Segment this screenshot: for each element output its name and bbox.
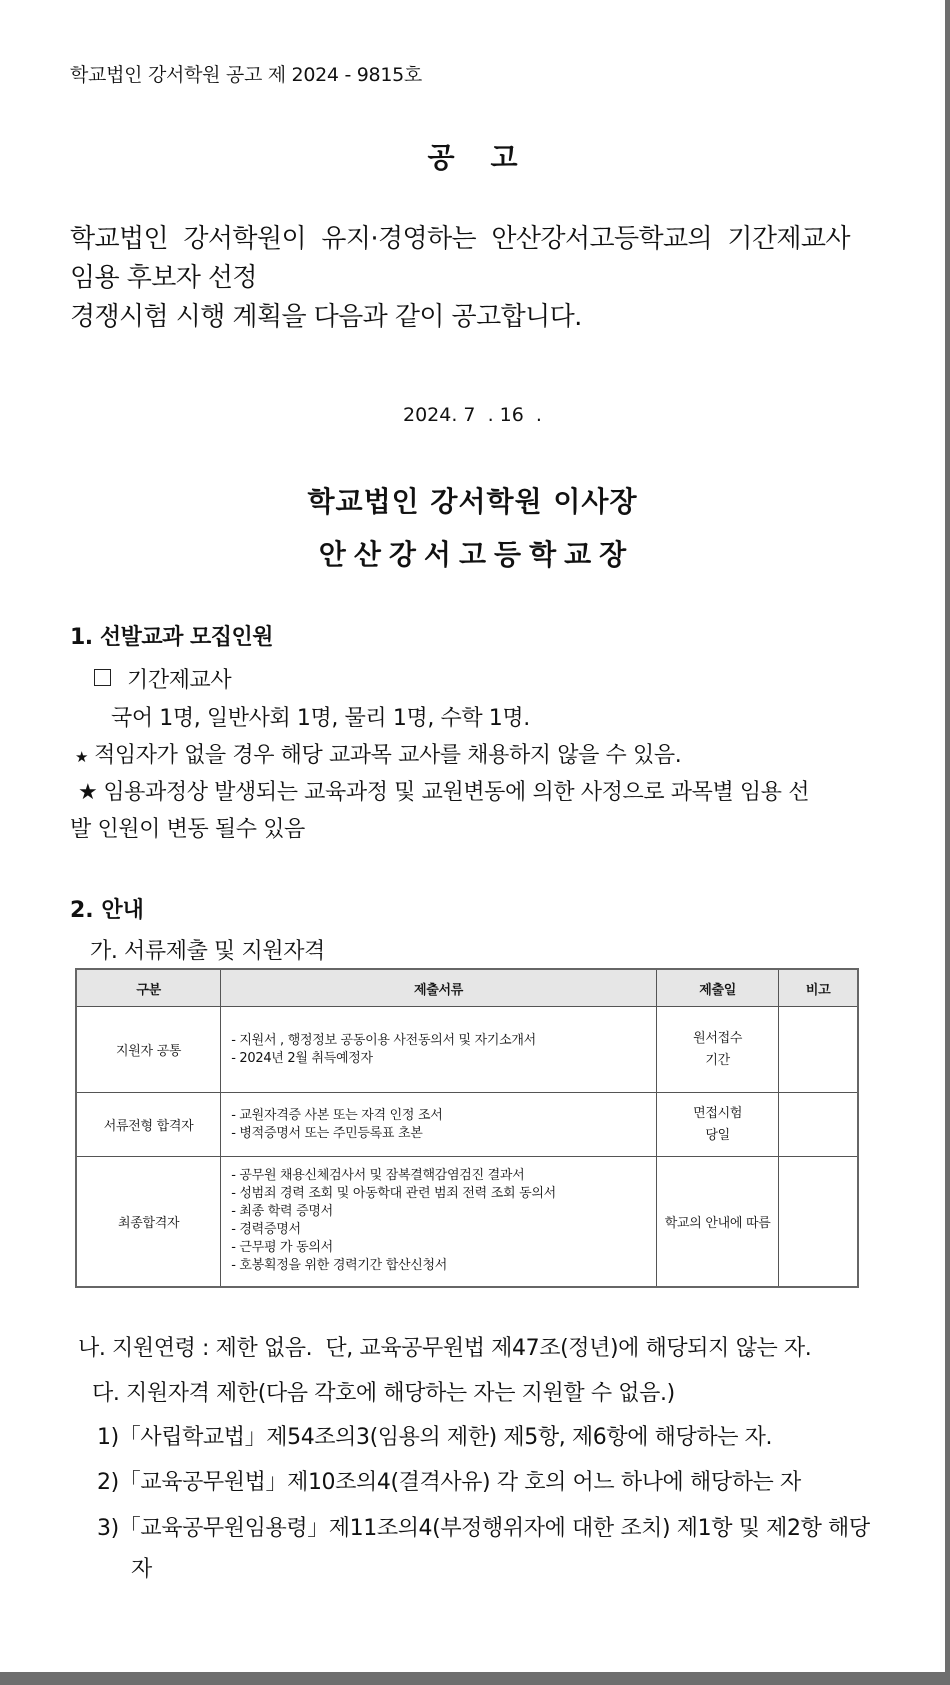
subsection-da: 다. 지원자격 제한(다음 각호에 해당하는 자는 지원할 수 없음.) xyxy=(92,1381,675,1406)
docs-cell: - 지원서 , 행정정보 공동이용 사전동의서 및 자기소개서 - 2024년 2월 취득예정자 xyxy=(221,1007,657,1093)
table-row xyxy=(76,1157,858,1287)
column-header: 비고 xyxy=(779,969,858,1007)
restriction-item-3: 3)「교육공무원임용령」제11조의4(부정행위자에 대한 조치) 제1항 및 제2항 해당 xyxy=(97,1516,870,1541)
subsection-na: 나. 지원연령 : 제한 없음. 단, 교육공무원법 제47조(정년)에 해당되지 않는 자. xyxy=(78,1336,812,1361)
docs-cell: - 공무원 채용신체검사서 및 잠복결핵감염검진 결과서 - 성범죄 경력 조회 및 아동학대 관련 범죄 전력 조회 동의서 - 최종 학력 증명서 - 경력증명서 - 근무평 가 동의서 - 호봉획정을 위한 경력기간 합산신청서 xyxy=(221,1157,657,1287)
star-icon: ★ xyxy=(78,780,98,805)
column-header: 제출일 xyxy=(656,969,778,1007)
note-2-cont: 발 인원이 변동 될수 있음 xyxy=(70,817,305,842)
table-row xyxy=(76,1093,858,1157)
date-cell: 원서접수 기간 xyxy=(656,1007,778,1093)
note-2: ★ 임용과정상 발생되는 교육과정 및 교원변동에 의한 사정으로 과목별 임용 선 xyxy=(78,780,810,805)
documents-table xyxy=(75,968,859,1288)
announcement-date: 2024. 7 . 16 . xyxy=(403,404,542,426)
section1-heading: 1. 선발교과 모집인원 xyxy=(70,625,273,650)
category-cell: 지원자 공통 xyxy=(76,1007,221,1093)
checkbox-square-icon xyxy=(94,669,111,686)
category-cell: 최종합격자 xyxy=(76,1157,221,1287)
note-cell xyxy=(779,1093,858,1157)
section2-heading: 2. 안내 xyxy=(70,898,144,923)
note-cell xyxy=(779,1157,858,1287)
note-1: ★ 적임자가 없을 경우 해당 교과목 교사를 채용하지 않을 수 있음. xyxy=(75,743,682,768)
restriction-item-3-cont: 자 xyxy=(131,1557,152,1582)
signature-principal: 안산강서고등학교장 xyxy=(318,538,635,571)
intro-line: 학교법인 강서학원이 유지·경영하는 안산강서고등학교의 기간제교사 xyxy=(70,224,850,254)
intro-line: 경쟁시험 시행 계획을 다음과 같이 공고합니다. xyxy=(70,302,582,332)
restriction-item-1: 1)「사립학교법」제54조의3(임용의 제한) 제5항, 제6항에 해당하는 자. xyxy=(97,1425,773,1450)
date-cell: 학교의 안내에 따름 xyxy=(656,1157,778,1287)
recruit-item xyxy=(94,663,231,694)
page-edge xyxy=(945,0,950,1672)
doc-number: 학교법인 강서학원 공고 제 2024 - 9815호 xyxy=(70,64,422,86)
column-header: 제출서류 xyxy=(221,969,657,1007)
subsection-ga: 가. 서류제출 및 지원자격 xyxy=(90,939,325,964)
bottom-bar xyxy=(0,1672,950,1685)
table-row xyxy=(76,1007,858,1093)
intro-paragraph xyxy=(70,220,890,337)
category-cell: 서류전형 합격자 xyxy=(76,1093,221,1157)
date-cell: 면접시험 당일 xyxy=(656,1093,778,1157)
note-cell xyxy=(779,1007,858,1093)
docs-cell: - 교원자격증 사본 또는 자격 인정 조서 - 병적증명서 또는 주민등록표 초본 xyxy=(221,1093,657,1157)
table-header-row xyxy=(76,969,858,1007)
page-title: 공고 xyxy=(427,141,554,174)
recruit-item-label: 기간제교사 xyxy=(127,668,232,693)
subjects-line: 국어 1명, 일반사회 1명, 물리 1명, 수학 1명. xyxy=(111,706,530,731)
column-header: 구분 xyxy=(76,969,221,1007)
star-icon: ★ xyxy=(75,748,89,766)
signature-chairman: 학교법인 강서학원 이사장 xyxy=(307,485,638,518)
intro-line: 임용 후보자 선정 xyxy=(70,263,257,293)
restriction-item-2: 2)「교육공무원법」제10조의4(결격사유) 각 호의 어느 하나에 해당하는 자 xyxy=(97,1470,801,1495)
